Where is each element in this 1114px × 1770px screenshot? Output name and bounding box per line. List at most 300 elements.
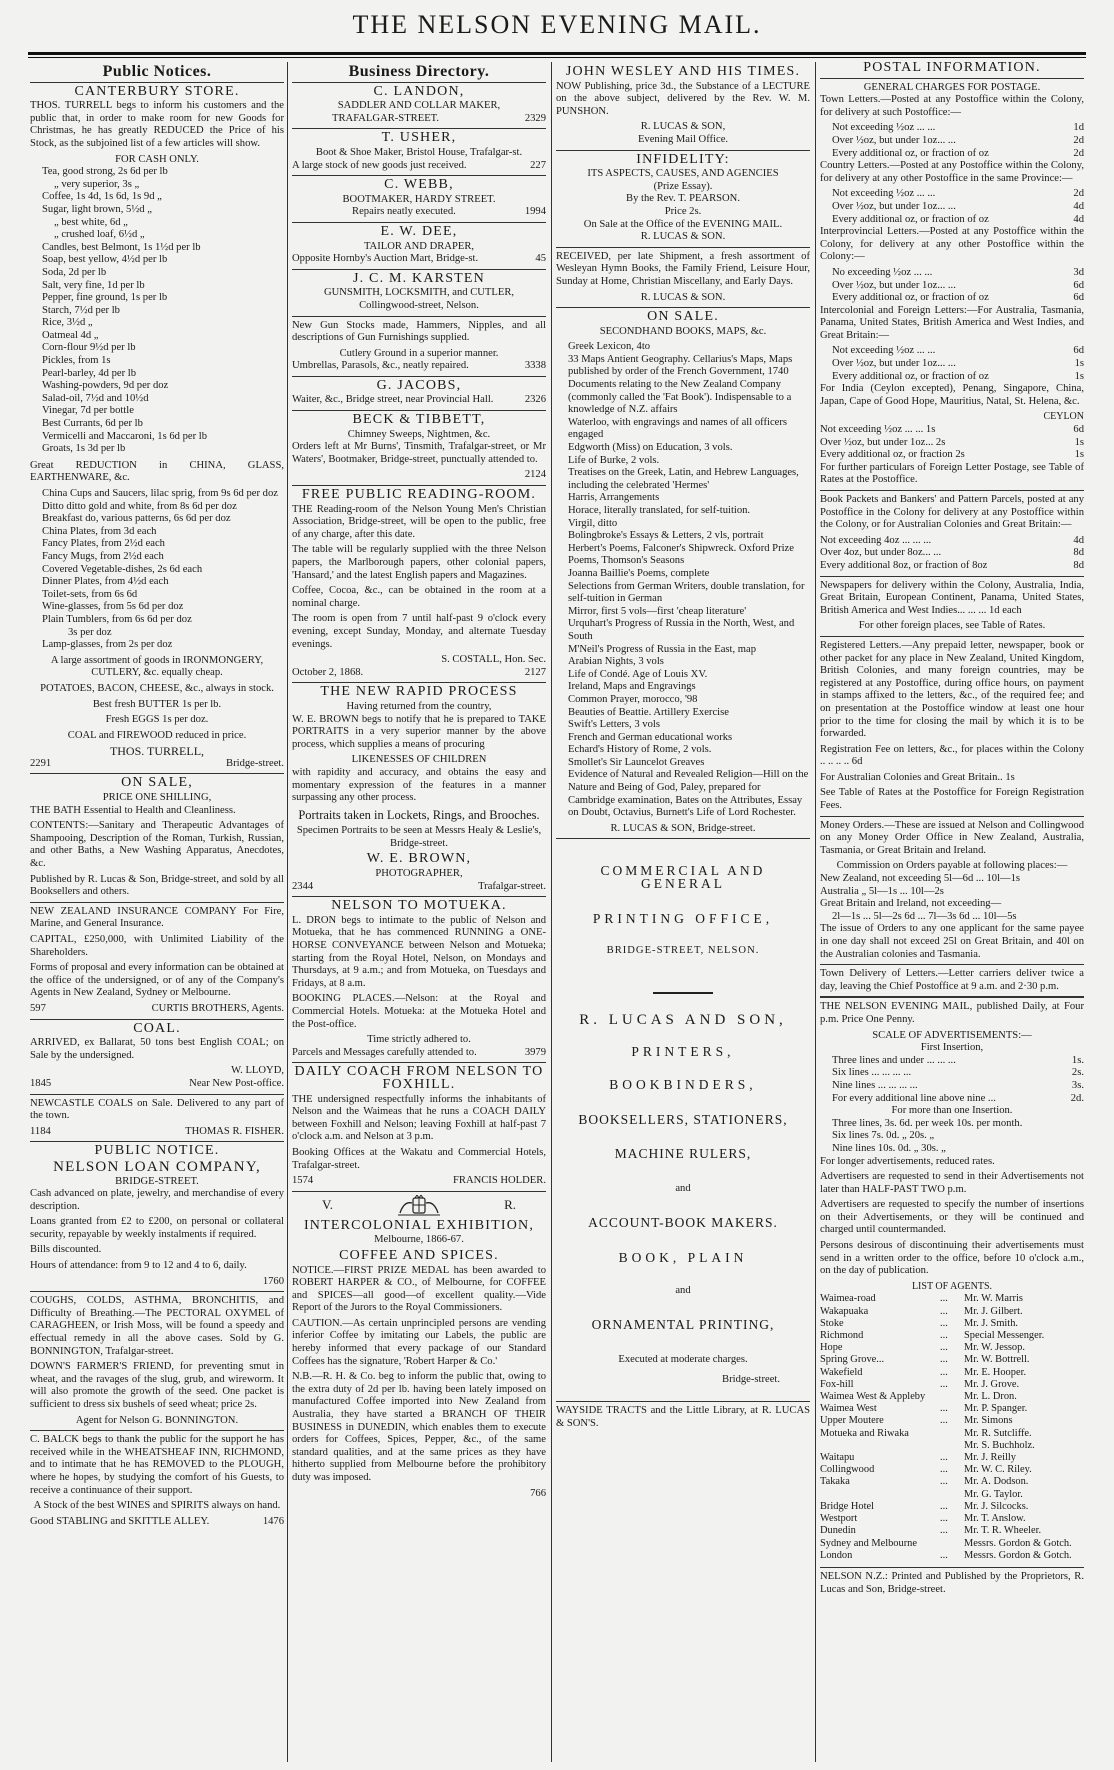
ad-title: FREE PUBLIC READING-ROOM. bbox=[301, 487, 537, 503]
divider bbox=[292, 175, 546, 176]
address: BRIDGE-STREET. bbox=[115, 1175, 199, 1187]
signature: R. LUCAS & SON. bbox=[640, 291, 726, 303]
ad-title: ORNAMENTAL PRINTING, bbox=[591, 1317, 775, 1333]
address: Opposite Hornby's Auction Mart, Bridge-st. bbox=[292, 253, 479, 265]
list-item: Soda, 2d per lb bbox=[42, 266, 107, 278]
ad-text: New Gun Stocks made, Hammers, Nipples, and all descriptions of Gun Furnishings supplied. bbox=[292, 319, 546, 344]
table-cell: Not exceeding ½oz ... ... bbox=[832, 345, 936, 357]
table-cell: 6d bbox=[1073, 424, 1084, 436]
divider bbox=[30, 1291, 284, 1292]
divider bbox=[653, 992, 713, 994]
ad-number: 2127 bbox=[524, 666, 546, 678]
table-cell: Over 4oz, but under 8oz... ... bbox=[820, 547, 942, 559]
ad-number: 1184 bbox=[30, 1125, 51, 1137]
ad-title: NELSON LOAN COMPANY, bbox=[53, 1158, 261, 1175]
list-item: Lamp-glasses, from 2s per doz bbox=[42, 639, 173, 651]
table-row bbox=[832, 280, 1084, 293]
list-item: Starch, 7½d per lb bbox=[42, 304, 120, 316]
table-row bbox=[832, 267, 1084, 280]
list-item: Documents relating to the New Zealand Company (commonly called the 'Fat Book'). Indispensable to a knowledge of N.Z. affairs bbox=[568, 379, 792, 416]
table-cell: 1s bbox=[1074, 370, 1084, 382]
divider bbox=[292, 269, 546, 270]
ad-footer bbox=[30, 1003, 284, 1016]
ad-text: Book Packets and Bankers' and Pattern Parcels, posted at any Postoffice in the Colony for delivery at any Postoffice within the Colony, or for Australian Colonies and Great Britain:— bbox=[820, 494, 1084, 531]
business-trade: SADDLER AND COLLAR MAKER, bbox=[337, 100, 501, 112]
china-list bbox=[30, 488, 284, 652]
table-cell: Every additional oz, or fraction of oz bbox=[832, 147, 989, 159]
ad-number: 45 bbox=[535, 253, 546, 265]
list-item: Fancy Mugs, from 2½d each bbox=[42, 550, 164, 562]
table-row bbox=[832, 1055, 1084, 1068]
ad-text: THE NELSON EVENING MAIL, published Daily, at Four p.m. Price One Penny. bbox=[820, 1001, 1084, 1025]
table-cell: Over ½oz, but under 1oz... 2s bbox=[820, 436, 946, 448]
agent-name: Mr. T. R. Wheeler. bbox=[964, 1525, 1042, 1537]
rate-table bbox=[820, 424, 1084, 462]
ad-text: DOWN'S FARMER'S FRIEND, for preventing smut in wheat, and the ravages of the slug, grub, and wireworm. It will also promote the growth of the seed. One packet is sufficient to dress six bushels of seed wheat; price 2s. bbox=[30, 1361, 284, 1410]
ad-text: WAYSIDE TRACTS and the Little Library, at R. LUCAS & SON'S. bbox=[556, 1404, 810, 1429]
table-cell: 2d. bbox=[1070, 1092, 1084, 1104]
agent-place: Wakapuaka bbox=[820, 1305, 869, 1317]
ad-title: BOOKBINDERS, bbox=[609, 1077, 757, 1092]
divider bbox=[30, 1094, 284, 1095]
ad-text: First Insertion, bbox=[920, 1042, 984, 1054]
table-row bbox=[820, 449, 1084, 462]
rate-table bbox=[820, 267, 1084, 305]
table-row bbox=[832, 371, 1084, 384]
ad-number: 1994 bbox=[524, 206, 546, 218]
ad-text: Advertisers are requested to send in their Advertisements not later than HALF-PAST TWO p.m. bbox=[820, 1171, 1084, 1195]
divider bbox=[292, 1062, 546, 1063]
table-cell: Every additional 8oz, or fraction of 8oz bbox=[820, 559, 988, 571]
agent-place: Hope bbox=[820, 1342, 843, 1354]
table-row bbox=[832, 1093, 1084, 1106]
list-item: Soap, best yellow, 4½d per lb bbox=[42, 254, 168, 266]
ad-text: ARRIVED, ex Ballarat, 50 tons best English COAL; on Sale by the undersigned. bbox=[30, 1037, 284, 1061]
ad-text: NOTICE.—FIRST PRIZE MEDAL has been awarded to ROBERT HARPER & CO., of Melbourne, for COFFEE and SPICES—all good—of excellent quality.—Vide Report of the Jurors to the Royal Commissioners. bbox=[292, 1264, 546, 1314]
table-row: New Zealand, not exceeding 5l—6d ... 10l—1s bbox=[820, 873, 1021, 885]
agent-name: Mr. J. Smith. bbox=[964, 1317, 1018, 1329]
ad-footer bbox=[292, 113, 546, 126]
table-row bbox=[832, 122, 1084, 135]
rate-table bbox=[820, 122, 1084, 160]
table-cell: 4d bbox=[1073, 534, 1084, 546]
list-item: Vermicelli and Maccaroni, 1s 6d per lb bbox=[42, 430, 208, 442]
ad-text: and bbox=[675, 1284, 691, 1296]
divider bbox=[292, 682, 546, 683]
column-3 bbox=[556, 62, 810, 1762]
business-name: E. W. DEE, bbox=[380, 223, 458, 239]
divider bbox=[292, 896, 546, 897]
list-item: French and German educational works bbox=[568, 731, 733, 743]
agent-name: Special Messenger. bbox=[964, 1330, 1045, 1342]
ad-text: (Prize Essay). bbox=[653, 180, 713, 192]
ad-text: Executed at moderate charges. bbox=[618, 1353, 748, 1365]
agent-place: Wakefield bbox=[820, 1366, 863, 1378]
divider bbox=[292, 1191, 546, 1192]
ad-title: R. LUCAS AND SON, bbox=[579, 1011, 787, 1028]
table-cell: Not exceeding ½oz ... ... bbox=[832, 188, 936, 200]
ad-number: 1476 bbox=[262, 1515, 284, 1527]
agent-name: Mr. R. Sutcliffe. bbox=[964, 1427, 1032, 1439]
table-row: Great Britain and Ireland, not exceeding— bbox=[820, 898, 1002, 910]
ad-text: Repairs neatly executed. bbox=[352, 206, 456, 218]
table-cell: Every additional oz, or fraction 2s bbox=[820, 449, 965, 461]
list-item: Toilet-sets, from 6s 6d bbox=[42, 588, 138, 600]
business-trade: TAILOR AND DRAPER, bbox=[363, 240, 475, 252]
agents-list: Waimea-road ... Mr. W. Marris Wakapuaka ... Mr. J. Gilbert. Stoke ... Mr. J. Smith. Richmond ... Special Messenger. Hope ... Mr. W. Jessop. Spring Grove... ... Mr. W. Bottrell. Wakefield ... Mr. E. Hooper. Fox-hill ... Mr. J. Grove. Waimea West & Appleby Mr. L. Dron. Waimea West ... Mr. P. Spanger. Upper Moutere ... Mr. Simons Motueka and Riwaka Mr. R. Sutcliffe. Mr. S. Buchholz. Waitapu ... Mr. J. Reilly Collingwood ... Mr. W. C. Riley. Takaka ... Mr. A. Dodson. Mr. G. Taylor. Bridge Hotel ... Mr. J. Silcocks. Westport ... Mr. T. Anslow. Dunedin ... Mr. T. R. Wheeler. Sydney and Melbourne Messrs. Gordon & Gotch. London ... Messrs. Gordon & Gotch. bbox=[820, 1293, 1084, 1561]
ad-text: Hours of attendance: from 9 to 12 and 4 to 6, daily. bbox=[30, 1260, 247, 1272]
ad-text: For Australian Colonies and Great Britain.. 1s bbox=[820, 771, 1015, 783]
divider bbox=[820, 816, 1084, 817]
table-row bbox=[832, 148, 1084, 161]
ad-number: 2124 bbox=[524, 469, 546, 481]
ad-subtitle: FOR CASH ONLY. bbox=[115, 153, 199, 165]
list-item: Bolingbroke's Essays & Letters, 2 vls, portrait bbox=[568, 530, 764, 542]
list-item: Life of Condé. Age of Louis XV. bbox=[568, 668, 708, 680]
ad-number: 2326 bbox=[524, 394, 546, 406]
table-cell: 2s. bbox=[1071, 1067, 1084, 1079]
divider bbox=[820, 576, 1084, 577]
list-item: Sugar, light brown, 5½d „ bbox=[42, 203, 152, 215]
ad-title: MACHINE RULERS, bbox=[614, 1146, 752, 1162]
list-item: Pickles, from 1s bbox=[42, 355, 111, 367]
agent-place: Collingwood bbox=[820, 1464, 875, 1476]
royal-crest-row bbox=[292, 1195, 546, 1217]
signature: Agent for Nelson G. BONNINGTON. bbox=[75, 1414, 239, 1426]
table-row bbox=[832, 1080, 1084, 1093]
ad-text: Registration Fee on letters, &c., for places within the Colony .. .. .. .. 6d bbox=[820, 743, 1084, 768]
ad-text: Best fresh BUTTER 1s per lb. bbox=[92, 698, 222, 710]
ad-number: 3979 bbox=[524, 1046, 546, 1058]
ad-footer bbox=[292, 1175, 546, 1188]
table-row: Nine lines 10s. 0d. „ 30s. „ bbox=[832, 1142, 946, 1154]
list-item: Pearl-barley, 4d per lb bbox=[42, 367, 137, 379]
ad-number: 2344 bbox=[292, 880, 314, 892]
ad-text: A large assortment of goods in IRONMONGERY, CUTLERY, &c. equally cheap. bbox=[50, 654, 264, 679]
signature: R. LUCAS & SON, bbox=[640, 121, 726, 133]
column-divider bbox=[551, 62, 552, 1762]
business-trade: BOOTMAKER, HARDY STREET. bbox=[342, 193, 496, 205]
table-cell: Over ½oz, but under 1oz... ... bbox=[832, 200, 956, 212]
column-4 bbox=[820, 62, 1084, 1762]
divider bbox=[30, 773, 284, 774]
table-row bbox=[820, 437, 1084, 450]
list-item: Herbert's Poems, Falconer's Shipwreck. Oxford Prize Poems, Thomson's Seasons bbox=[568, 542, 794, 567]
divider bbox=[292, 376, 546, 377]
ad-text: Booking Offices at the Wakatu and Commercial Hotels, Trafalgar-street. bbox=[292, 1146, 546, 1171]
agent-name: Mr. J. Reilly bbox=[964, 1452, 1016, 1464]
ad-title: PRINTERS, bbox=[631, 1044, 735, 1060]
table-cell: Every additional oz, or fraction of oz bbox=[832, 292, 989, 304]
scale-table bbox=[820, 1118, 1084, 1156]
column-1 bbox=[30, 62, 284, 1762]
list-item: Best Currants, 6d per lb bbox=[42, 418, 143, 430]
divider bbox=[820, 78, 1084, 79]
ad-title: JOHN WESLEY AND HIS TIMES. bbox=[565, 64, 801, 79]
list-item: Plain Tumblers, from 6s 6d per doz bbox=[42, 613, 192, 625]
table-cell: 1s bbox=[1074, 449, 1084, 461]
list-item: Arabian Nights, 3 vols bbox=[568, 656, 664, 668]
ad-text: Published by R. Lucas & Son, Bridge-street, and sold by all Booksellers and others. bbox=[30, 873, 284, 898]
ad-text: The issue of Orders to any one applicant for the same payee in one day shall not exceed 25l on Great Britain, and 40l on the Australian colonies and Tasmania. bbox=[820, 923, 1084, 960]
divider bbox=[30, 902, 284, 903]
ad-text: Price 2s. bbox=[664, 205, 702, 217]
ad-text: A Stock of the best WINES and SPIRITS always on hand. bbox=[33, 1500, 281, 1512]
ad-title: BOOK, PLAIN bbox=[618, 1249, 748, 1265]
table-cell: 6d bbox=[1073, 292, 1084, 304]
ad-title: ACCOUNT-BOOK MAKERS. bbox=[588, 1215, 778, 1231]
ad-subtitle: LIST OF AGENTS. bbox=[911, 1280, 993, 1292]
divider bbox=[292, 316, 546, 317]
ad-title: COFFEE AND SPICES. bbox=[339, 1247, 499, 1263]
business-name: W. E. BROWN, bbox=[366, 851, 472, 867]
list-item: Joanna Baillie's Poems, complete bbox=[568, 567, 710, 579]
ad-title: INFIDELITY: bbox=[636, 151, 730, 167]
agent-place: Stoke bbox=[820, 1317, 844, 1329]
address: Near New Post-office. bbox=[189, 1077, 284, 1089]
divider bbox=[556, 1401, 810, 1402]
rate-table bbox=[820, 188, 1084, 226]
commission-table bbox=[820, 873, 1084, 923]
ad-footer bbox=[292, 667, 546, 680]
business-trade: PHOTOGRAPHER, bbox=[375, 868, 463, 880]
ad-number: 766 bbox=[530, 1487, 546, 1499]
ad-text: Interprovincial Letters.—Posted at any Postoffice within the Colony, for delivery at any other Postoffice within the Colony:— bbox=[820, 226, 1084, 263]
ad-text: Cash advanced on plate, jewelry, and merchandise of every description. bbox=[30, 1188, 284, 1212]
table-cell: Over ½oz, but under 1oz... ... bbox=[832, 358, 956, 370]
list-item: „ very superior, 3s „ bbox=[54, 178, 140, 190]
ad-footer bbox=[292, 206, 546, 219]
agent-place: Westport bbox=[820, 1513, 858, 1525]
ad-number: 1845 bbox=[30, 1077, 52, 1089]
table-row bbox=[820, 547, 1084, 560]
agent-name: Mr. J. Grove. bbox=[964, 1378, 1020, 1390]
date: October 2, 1868. bbox=[292, 666, 364, 678]
signature: R. LUCAS & SON, Bridge-street. bbox=[610, 822, 756, 834]
agent-place: Takaka bbox=[820, 1476, 850, 1488]
agent-name: Mr. G. Taylor. bbox=[964, 1488, 1023, 1500]
ad-text: THE BATH Essential to Health and Cleanliness. bbox=[30, 804, 236, 816]
list-item: Tea, good strong, 2s 6d per lb bbox=[42, 166, 168, 178]
divider bbox=[820, 964, 1084, 965]
table-row bbox=[820, 535, 1084, 548]
ad-title: INTERCOLONIAL EXHIBITION, bbox=[303, 1217, 535, 1233]
address: Evening Mail Office. bbox=[637, 133, 729, 145]
list-item: Smollet's Sir Launcelot Greaves bbox=[568, 756, 705, 768]
ad-text: N.B.—R. H. & Co. beg to inform the public that, owing to the extra duty of 2d per lb. having been lately imposed on manufactured Coffee imported into New Zealand from Australia, they have started a BRANCH OF THEIR BUSINESS in DUNEDIN, which enables them to execute orders for Coffees, Spices, Pepper, &c., of the same standard qualities, and at the same prices as they have hitherto supplied from Melbourne before the prohibitory duty was imposed. bbox=[292, 1371, 546, 1483]
agent-place: Dunedin bbox=[820, 1525, 856, 1537]
agent-place: London bbox=[820, 1549, 853, 1561]
ad-text: Town Letters.—Posted at any Postoffice within the Colony, for delivery at such Postoffice:— bbox=[820, 94, 1084, 118]
ad-text: Town Delivery of Letters.—Letter carriers deliver twice a day, leaving the Chief Postoffice at 9 a.m. and 2·30 p.m. bbox=[820, 968, 1084, 992]
list-item: Treatises on the Greek, Latin, and Hebrew Languages, including the celebrated 'Hermes' bbox=[568, 467, 799, 491]
list-item: Life of Burke, 2 vols. bbox=[568, 454, 660, 466]
ad-text: Intercolonial and Foreign Letters:—For Australia, Tasmania, Panama, United States, British America and West Indies, and Great Britain:— bbox=[820, 304, 1084, 341]
list-item: Washing-powders, 9d per doz bbox=[42, 380, 169, 392]
table-cell: 1d bbox=[1073, 122, 1084, 134]
ad-footer bbox=[292, 253, 546, 266]
ad-footer bbox=[292, 394, 546, 407]
table-row: Six lines 7s. 0d. „ 20s. „ bbox=[832, 1130, 935, 1142]
ad-title: DAILY COACH FROM NELSON TO FOXHILL. bbox=[294, 1064, 544, 1092]
table-cell: 2d bbox=[1073, 188, 1084, 200]
ad-subtitle: ITS ASPECTS, CAUSES, AND AGENCIES bbox=[587, 168, 779, 180]
list-item: Vinegar, 7d per bottle bbox=[42, 405, 134, 417]
ad-footer bbox=[30, 758, 284, 771]
list-item: Coffee, 1s 4d, 1s 6d, 1s 9d „ bbox=[42, 191, 162, 203]
section-heading: Business Directory. bbox=[348, 63, 490, 80]
list-item: Edgworth (Miss) on Education, 3 vols. bbox=[568, 442, 733, 454]
list-item: China Plates, from 3d each bbox=[42, 525, 157, 537]
table-row bbox=[832, 188, 1084, 201]
list-item: Corn-flour 9½d per lb bbox=[42, 342, 136, 354]
list-item: Salt, very fine, 1d per lb bbox=[42, 279, 145, 291]
ad-text: and bbox=[675, 1182, 691, 1194]
divider bbox=[292, 410, 546, 411]
rate-table bbox=[820, 345, 1084, 383]
divider bbox=[556, 247, 810, 248]
ad-text: Registered Letters.—Any prepaid letter, newspaper, book or other packet for any place in New Zealand, United Kingdom, British Colonies, and many foreign countries, may be registered at any Postoffice, during office hours, on payment in stamps affixed to the letters, &c., of the required fee; and on presentation at the Postoffice window at least one hour prior to the time for closing the mail by which it is to be forwarded. bbox=[820, 639, 1084, 740]
list-item: Greek Lexicon, 4to bbox=[568, 341, 651, 353]
signature: R. LUCAS & SON. bbox=[640, 231, 726, 243]
ad-title: BOOKSELLERS, STATIONERS, bbox=[578, 1111, 788, 1127]
ad-subtitle: GENERAL CHARGES FOR POSTAGE. bbox=[863, 81, 1041, 93]
list-item: M'Neil's Progress of Russia in the East, map bbox=[568, 643, 757, 655]
ad-title: COMMERCIAL AND GENERAL bbox=[600, 863, 766, 892]
list-item: Common Prayer, morocco, '98 bbox=[568, 693, 698, 705]
ad-text: NOW Publishing, price 3d., the Substance of a LECTURE on the above subject, delivered by the Rev. W. M. PUNSHON. bbox=[556, 80, 810, 117]
ad-text: Commission on Orders payable at following places:— bbox=[836, 860, 1068, 872]
divider bbox=[292, 128, 546, 129]
rate-table bbox=[820, 535, 1084, 573]
ad-subtitle: Portraits taken in Lockets, Rings, and Brooches. bbox=[298, 807, 540, 822]
list-item: Selections from German Writers, double translation, for self-tuition in German bbox=[568, 580, 805, 605]
address: Trafalgar-street. bbox=[478, 880, 546, 892]
signature: THOMAS R. FISHER. bbox=[185, 1125, 284, 1137]
business-trade: GUNSMITH, LOCKSMITH, and CUTLER, bbox=[323, 287, 515, 299]
table-cell: Over ½oz, but under 1oz... ... bbox=[832, 134, 956, 146]
ad-text: Time strictly adhered to. bbox=[367, 1034, 471, 1046]
table-row bbox=[832, 135, 1084, 148]
ad-heading: Great REDUCTION in CHINA, GLASS, EARTHENWARE, &c. bbox=[30, 459, 284, 484]
agent-place: Waimea West bbox=[820, 1403, 877, 1415]
imprint: NELSON N.Z.: Printed and Published by the Proprietors, R. Lucas and Son, Bridge-street. bbox=[820, 1570, 1084, 1595]
agent-place: Waimea-road bbox=[820, 1293, 876, 1305]
ad-text: Coffee, Cocoa, &c., can be obtained in the room at a nominal charge. bbox=[292, 585, 546, 609]
list-item: Salad-oil, 7½d and 10½d bbox=[42, 392, 149, 404]
list-item: 33 Maps Antient Geography. Cellarius's Maps, Maps published by order of the French Government, 1740 bbox=[568, 353, 793, 378]
table-row bbox=[832, 1067, 1084, 1080]
ad-footer bbox=[30, 1126, 284, 1139]
list-item: Evidence of Natural and Revealed Religion—Hill on the Nature and Being of God, Paley, prepared for Cambridge examination, Bates on the Attributes, Essay on Doubt, Octavius, Burnett's Life of Lord Rochester. bbox=[568, 769, 809, 819]
business-trade: Chimney Sweeps, Nightmen, &c. bbox=[347, 428, 491, 440]
agent-place: Waimea West & Appleby bbox=[820, 1391, 926, 1403]
divider bbox=[30, 1141, 284, 1142]
ad-number: 2291 bbox=[30, 757, 52, 769]
list-item: 3s per doz bbox=[68, 626, 112, 638]
signature: CURTIS BROTHERS, Agents. bbox=[151, 1002, 284, 1014]
column-divider bbox=[287, 62, 288, 1762]
business-name: J. C. M. KARSTEN bbox=[353, 270, 485, 286]
ad-text: COUGHS, COLDS, ASTHMA, BRONCHITIS, and Difficulty of Breathing.—The PECTORAL OXYMEL of CARAGHEEN, or Irish Moss, will be found a speedy and effectual remedy in all the above cases. Sold by G. BONNINGTON, Trafalgar-street. bbox=[30, 1295, 284, 1357]
table-row: Three lines, 3s. 6d. per week 10s. per month. bbox=[832, 1117, 1023, 1129]
business-name: C. LANDON, bbox=[373, 83, 465, 99]
list-item: Breakfast do, various patterns, 6s 6d per doz bbox=[42, 513, 231, 525]
ad-subtitle: SCALE OF ADVERTISEMENTS:— bbox=[872, 1029, 1032, 1041]
divider bbox=[30, 82, 284, 83]
ad-text: THOS. TURRELL begs to inform his customers and the public that, in order to make room for new Goods for Christmas, he has greatly REDUCED the Price of his Stock, as the subjoined list of a few articles will show. bbox=[30, 100, 284, 149]
ad-text: L. DRON begs to intimate to the public of Nelson and Motueka, that he has commenced RUNNING a ONE-HORSE CONVEYANCE between Nelson and Motueka; starting from the Royal Hotel, Nelson, on Mondays and Thursdays, at 9 a.m.; and from Motueka, on Tuesdays and Fridays, at 8 a.m. bbox=[292, 914, 546, 989]
table-row: 2l—1s ... 5l—2s 6d ... 7l—3s 6d ... 10l—5s bbox=[832, 910, 1017, 922]
table-row bbox=[832, 345, 1084, 358]
agent-name: Mr. W. C. Riley. bbox=[964, 1464, 1032, 1476]
table-cell: For every additional line above nine ... bbox=[832, 1092, 996, 1104]
table-cell: Three lines and under ... ... ... bbox=[832, 1054, 956, 1066]
agent-name: Messrs. Gordon & Gotch. bbox=[964, 1549, 1072, 1561]
ad-text: CAUTION.—As certain unprincipled persons are vending inferior Coffee by imitating our Labels, the public are hereby informed that every package of our Standard Coffees has the signature, 'Robert Harper & Co.' bbox=[292, 1317, 546, 1367]
agent-name: Mr. E. Hooper. bbox=[964, 1366, 1027, 1378]
ad-title: PUBLIC NOTICE. bbox=[94, 1143, 220, 1159]
list-item: Pepper, fine ground, 1s per lb bbox=[42, 292, 168, 304]
masthead: THE NELSON EVENING MAIL. bbox=[352, 10, 762, 39]
book-list bbox=[556, 341, 810, 820]
ad-text: NEW ZEALAND INSURANCE COMPANY For Fire, Marine, and General Insurance. bbox=[30, 905, 284, 930]
agent-place: Motueka and Riwaka bbox=[820, 1427, 909, 1439]
address: TRAFALGAR-STREET. bbox=[332, 112, 440, 124]
address: Waiter, &c., Bridge street, near Provincial Hall. bbox=[292, 394, 494, 406]
divider bbox=[556, 307, 810, 308]
table-cell: No exceeding ½oz ... ... bbox=[832, 266, 933, 278]
agent-name: Mr. J. Silcocks. bbox=[964, 1500, 1029, 1512]
ad-title: ON SALE. bbox=[647, 309, 719, 325]
table-cell: 2d bbox=[1073, 134, 1084, 146]
table-cell: Nine lines ... ... ... ... bbox=[832, 1079, 918, 1091]
agent-name: Mr. Simons bbox=[964, 1415, 1013, 1427]
divider bbox=[292, 222, 546, 223]
table-row: Australia „ 5l—1s ... 10l—2s bbox=[820, 885, 944, 897]
business-trade: Boot & Shoe Maker, Bristol House, Trafalgar-st. bbox=[315, 146, 523, 158]
divider bbox=[820, 490, 1084, 491]
table-cell: Not exceeding 4oz ... ... ... bbox=[820, 534, 932, 546]
list-item: Oatmeal 4d „ bbox=[42, 329, 99, 341]
ad-text: For further particulars of Foreign Letter Postage, see Table of Rates at the Postoffice. bbox=[820, 461, 1084, 486]
address: Bridge-street. bbox=[226, 757, 284, 769]
ad-text: RECEIVED, per late Shipment, a fresh assortment of Wesleyan Hymn Books, the Family Friend, Leisure Hour, Sunday at Home, Christian Miscellany, and Early Days. bbox=[556, 250, 810, 287]
table-row bbox=[820, 424, 1084, 437]
divider bbox=[556, 150, 810, 151]
table-row bbox=[832, 292, 1084, 305]
agent-name: Mr. W. Bottrell. bbox=[964, 1354, 1030, 1366]
list-item: Waterloo, with engravings and names of all officers engaged bbox=[568, 416, 787, 441]
address: BRIDGE-STREET, NELSON. bbox=[606, 945, 760, 957]
agent-name: Mr. P. Spanger. bbox=[964, 1403, 1028, 1415]
agent-name: Messrs. Gordon & Gotch. bbox=[964, 1537, 1072, 1549]
agent-place bbox=[820, 1489, 940, 1501]
list-item: Swift's Letters, 3 vols bbox=[568, 719, 660, 731]
ad-text: Loans granted from £2 to £200, on personal or collateral security, repayable by weekly instalments if required. bbox=[30, 1216, 284, 1240]
ad-number: 1574 bbox=[292, 1175, 314, 1187]
divider bbox=[30, 1019, 284, 1020]
divider bbox=[292, 82, 546, 83]
ad-text: Bills discounted. bbox=[30, 1244, 102, 1256]
business-name: T. USHER, bbox=[381, 130, 457, 146]
ad-text: Forms of proposal and every information can be obtained at the office of the undersigned, or of any of the Company's Agents in New Zealand, Sydney or Melbourne. bbox=[30, 962, 284, 999]
list-item: Ditto ditto gold and white, from 8s 6d per doz bbox=[42, 500, 237, 512]
column-divider bbox=[815, 62, 816, 1762]
ad-text: A large stock of new goods just received. bbox=[292, 159, 467, 171]
ad-number: 3338 bbox=[524, 360, 546, 372]
list-item: „ best white, 6d „ bbox=[54, 216, 128, 228]
